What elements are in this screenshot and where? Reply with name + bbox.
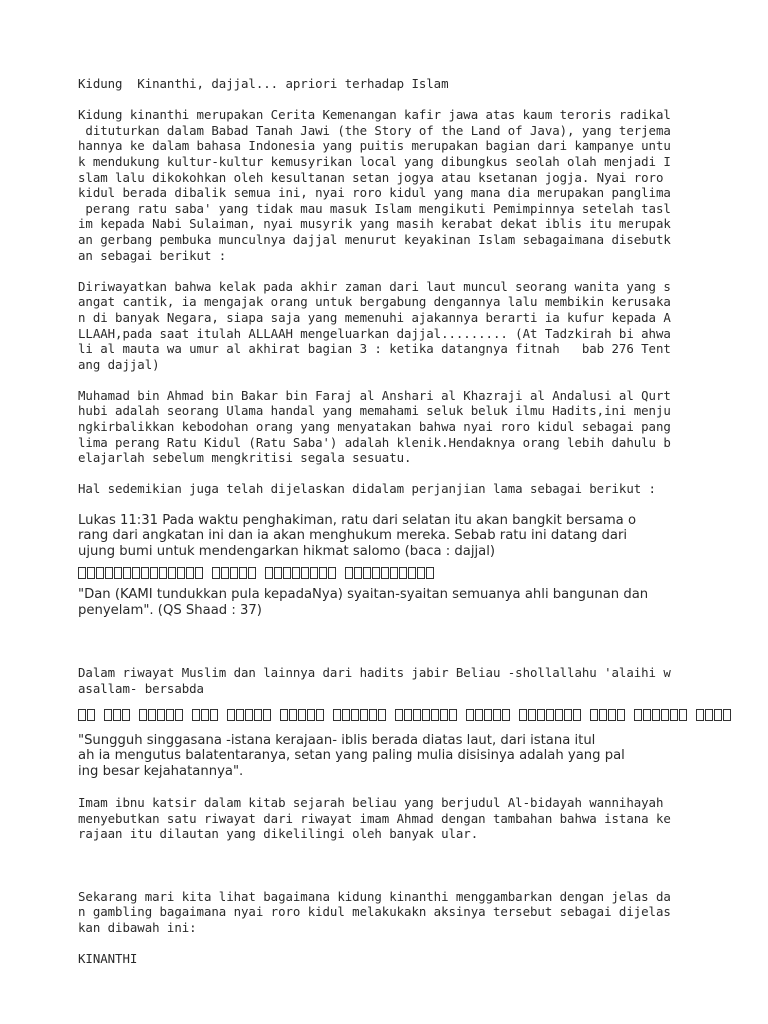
missing-glyph-box [679,709,687,721]
missing-glyph-box [230,567,238,579]
missing-glyph-box [546,709,554,721]
text-line: ngkirbalikkan kebodohan orang yang menyatakan bahwa nyai roro kidul sebagai pang [78,419,671,435]
missing-glyph-box [661,709,669,721]
missing-glyph-box [360,709,368,721]
missing-glyph-box [723,709,731,721]
missing-glyph-box [78,567,86,579]
missing-glyph-box [298,709,306,721]
missing-glyph-box [537,709,545,721]
missing-glyph-box [263,709,271,721]
missing-glyph-box [292,567,300,579]
text-line: im kepada Nabi Sulaiman, nyai musyrik yang masih kerabat dekat iblis itu merupak [78,216,671,232]
missing-glyph-box [426,567,434,579]
missing-glyph-box [342,709,350,721]
document-title: Kidung Kinanthi, dajjal... apriori terhadap Islam [78,76,449,91]
missing-glyph-box [236,709,244,721]
missing-glyph-box [301,567,309,579]
missing-glyph-box [634,709,642,721]
missing-glyph-box [404,709,412,721]
missing-glyph-box [449,709,457,721]
text-line: Kidung kinanthi merupakan Cerita Kemenangan kafir jawa atas kaum teroris radikal [78,107,671,123]
spacer [78,619,698,666]
missing-glyph-box [378,709,386,721]
missing-glyph-box [696,709,704,721]
missing-glyph-box [104,709,112,721]
missing-glyph-box [310,567,318,579]
text-line: rajaan itu dilautan yang dikelilingi oleh banyak ular. [78,826,479,842]
missing-glyph-box [670,709,678,721]
missing-glyph-box [643,709,651,721]
missing-glyph-box [413,709,421,721]
paragraph-2 [78,279,698,373]
missing-glyph-box [177,567,185,579]
missing-glyph-box [307,709,315,721]
missing-glyph-box [195,567,203,579]
missing-glyph-box [617,709,625,721]
missing-glyph-box [274,567,282,579]
text-line: Muhamad bin Ahmad bin Bakar bin Faraj al Anshari al Khazraji al Andalusi al Qurt [78,387,671,403]
missing-glyph-box [475,709,483,721]
missing-glyph-box [316,709,324,721]
missing-glyph-box [96,567,104,579]
text-line: ah ia mengutus balatentaranya, setan yang paling mulia disisinya adalah yang pal [78,748,625,764]
text-line: angat cantik, ia mengajak orang untuk bergabung dengannya lalu membikin kerusaka [78,294,671,310]
paragraph-3 [78,388,698,466]
text-line: an gerbang pembuka munculnya dajjal menurut keyakinan Islam sebagaimana disebutk [78,231,671,247]
missing-glyph-box [114,567,122,579]
text-line: "Sungguh singgasana -istana kerajaan- iblis berada diatas laut, dari istana itul [78,732,596,748]
text-line: perang ratu saba' yang tidak mau masuk Islam mengikuti Pemimpinnya setelah tasl [78,200,671,216]
missing-glyph-box [519,709,527,721]
missing-glyph-box [159,567,167,579]
missing-glyph-box [239,567,247,579]
missing-glyph-box [227,709,235,721]
missing-glyph-box [590,709,598,721]
missing-glyph-box [417,567,425,579]
missing-glyph-box [139,709,147,721]
missing-glyph-box [369,709,377,721]
missing-glyph-box [608,709,616,721]
section-heading: KINANTHI [78,950,138,966]
missing-glyph-box [714,709,722,721]
missing-glyph-box [528,709,536,721]
missing-glyph-box [363,567,371,579]
missing-glyph-box [248,567,256,579]
text-line: li al mauta wa umur al akhirat bagian 3 : ketika datangnya fitnah bab 276 Tent [78,341,671,357]
text-line: menyebutkan satu riwayat dari riwayat imam Ahmad dengan tambahan bahwa istana ke [78,810,671,826]
text-line: n di banyak Negara, siapa saja yang memenuhi ajakannya berarti ia kufur kepada A [78,309,671,325]
text-line: dituturkan dalam Babad Tanah Jawi (the Story of the Land of Java), yang terjema [78,122,671,138]
text-line: Dalam riwayat Muslim dan lainnya dari hadits jabir Beliau -shollallahu 'alaihi w [78,665,671,681]
missing-glyph-box [390,567,398,579]
text-line: asallam- bersabda [78,680,204,696]
text-line: lima perang Ratu Kidul (Ratu Saba') adalah klenik.Hendaknya orang lebih dahulu b [78,434,671,450]
text-line: hubi adalah seorang Ulama handal yang memahami seluk beluk ilmu Hadits,ini menju [78,403,671,419]
missing-glyph-box [345,567,353,579]
missing-glyph-box [573,709,581,721]
missing-glyph-box [466,709,474,721]
text-line: Imam ibnu katsir dalam kitab sejarah beliau yang berjudul Al-bidayah wannihayah [78,794,664,810]
missing-glyph-box [502,709,510,721]
text-line: an sebagai berikut : [78,247,227,263]
spacer [78,935,698,951]
paragraph-8 [78,733,698,780]
text-line: elajarlah sebelum mengkritisi segala sesuatu. [78,450,412,466]
text-line: LLAAH,pada saat itulah ALLAAH mengeluarkan dajjal......... (At Tadzkirah bi ahwa [78,325,671,341]
paragraph-9 [78,795,698,842]
text-line: ing besar kejahatannya". [78,763,244,779]
missing-glyph-box [141,567,149,579]
missing-glyph-box [599,709,607,721]
missing-glyph-box [289,709,297,721]
missing-glyph-box [555,709,563,721]
text-line: Lukas 11:31 Pada waktu penghakiman, ratu dari selatan itu akan bangkit bersama o [78,512,637,528]
spacer [78,372,698,388]
missing-glyph-box [705,709,713,721]
missing-glyph-box [122,709,130,721]
text-line: kidul berada dibalik semua ini, nyai roro kidul yang mana dia merupakan panglima [78,185,671,201]
missing-glyph-box [87,709,95,721]
missing-glyph-box [283,567,291,579]
missing-glyph-box [484,709,492,721]
paragraph-7 [78,665,698,696]
missing-glyph-box [132,567,140,579]
missing-glyph-box [186,567,194,579]
text-line: Sekarang mari kita lihat bagaimana kidung kinanthi menggambarkan dengan jelas da [78,888,671,904]
missing-glyph-box [354,567,362,579]
text-line: n gambling bagaimana nyai roro kidul melakukakn aksinya tersebut sebagai dijelas [78,904,671,920]
missing-glyph-box [399,567,407,579]
arabic-verse-placeholder [78,563,698,583]
spacer [78,842,698,889]
missing-glyph-box [148,709,156,721]
text-line: "Dan (KAMI tundukkan pula kepadaNya) syaitan-syaitan semuanya ahli bangunan dan [78,587,649,603]
missing-glyph-box [351,709,359,721]
paragraph-10 [78,889,698,936]
missing-glyph-box [408,567,416,579]
text-line: Diriwayatkan bahwa kelak pada akhir zaman dari laut muncul seorang wanita yang s [78,278,671,294]
paragraph-6 [78,587,698,618]
missing-glyph-box [254,709,262,721]
text-line: ang dajjal) [78,356,160,372]
missing-glyph-box [78,709,86,721]
missing-glyph-box [440,709,448,721]
text-line: ujung bumi untuk mendengarkan hikmat salomo (baca : dajjal) [78,543,496,559]
text-line: penyelam". (QS Shaad : 37) [78,603,262,618]
text-line: slam lalu dikokohkan oleh kesultanan setan jogya atau ksetanan jogja. Nyai roro [78,169,664,185]
missing-glyph-box [212,567,220,579]
missing-glyph-box [192,709,200,721]
spacer [78,92,698,108]
missing-glyph-box [328,567,336,579]
missing-glyph-box [431,709,439,721]
missing-glyph-box [395,709,403,721]
spacer [78,497,698,513]
missing-glyph-box [280,709,288,721]
missing-glyph-box [422,709,430,721]
missing-glyph-box [123,567,131,579]
missing-glyph-box [113,709,121,721]
missing-glyph-box [381,567,389,579]
spacer [78,466,698,482]
text-line: rang dari angkatan ini dan ia akan menghukum mereka. Sebab ratu ini datang dari [78,528,628,544]
missing-glyph-box [87,567,95,579]
spacer [78,263,698,279]
missing-glyph-box [372,567,380,579]
missing-glyph-box [493,709,501,721]
missing-glyph-box [221,567,229,579]
text-line: kan dibawah ini: [78,919,197,935]
missing-glyph-box [265,567,273,579]
missing-glyph-box [201,709,209,721]
missing-glyph-box [245,709,253,721]
missing-glyph-box [105,567,113,579]
missing-glyph-box [319,567,327,579]
missing-glyph-box [150,567,158,579]
missing-glyph-box [168,567,176,579]
text-line: Hal sedemikian juga telah dijelaskan didalam perjanjian lama sebagai berikut : [78,481,656,497]
missing-glyph-box [652,709,660,721]
document-page [78,76,698,967]
text-line: k mendukung kultur-kultur kemusyrikan local yang dibungkus seolah olah menjadi I [78,153,671,169]
paragraph-4 [78,481,698,497]
missing-glyph-box [166,709,174,721]
spacer [78,779,698,795]
paragraph-5 [78,513,698,560]
missing-glyph-box [175,709,183,721]
arabic-hadith-placeholder [78,705,698,725]
missing-glyph-box [210,709,218,721]
missing-glyph-box [157,709,165,721]
missing-glyph-box [564,709,572,721]
text-line: hannya ke dalam bahasa Indonesia yang puitis merupakan bagian dari kampanye untu [78,138,671,154]
paragraph-1 [78,107,698,263]
missing-glyph-box [333,709,341,721]
